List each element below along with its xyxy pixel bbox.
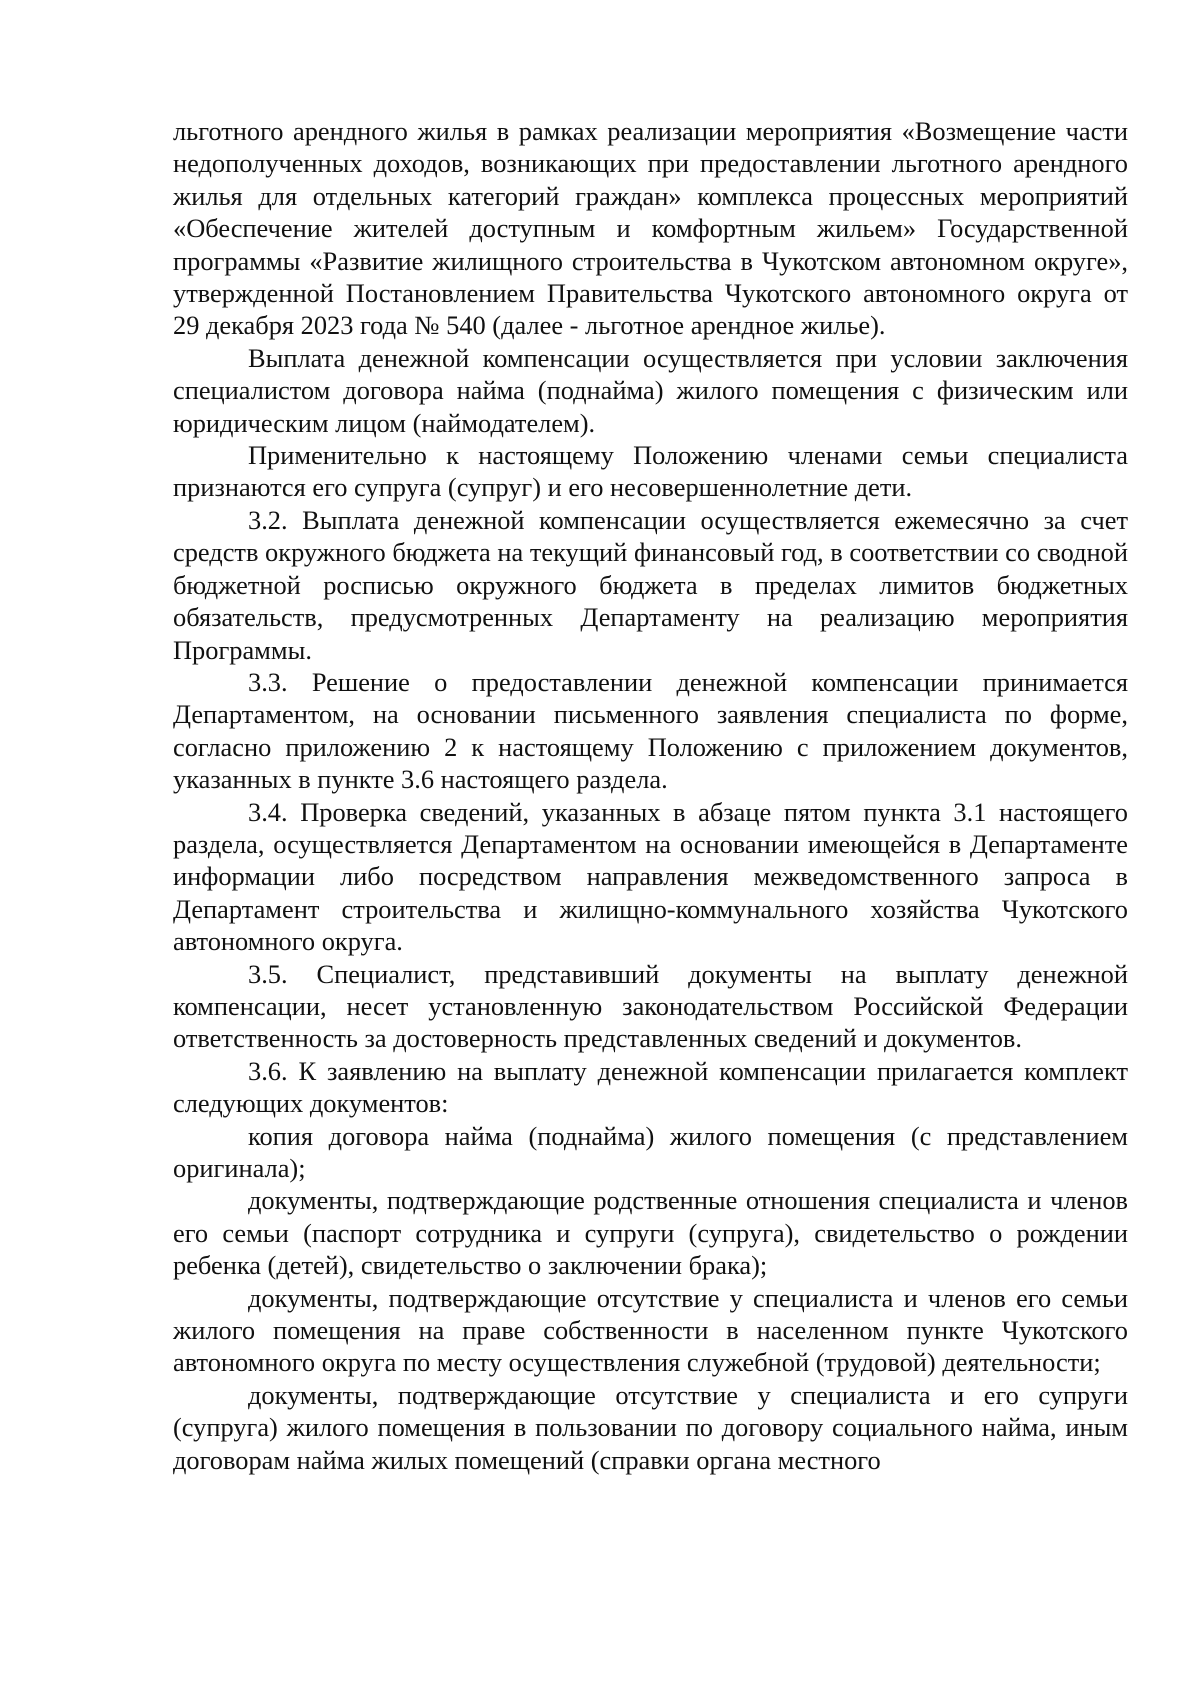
list-item-no-ownership-documents: документы, подтверждающие отсутствие у специалиста и членов его семьи жилого помещения на праве собственности в населенном пункте Чукотского автономного округа по месту осуществления служебной (трудовой) деятельности; <box>173 1282 1128 1378</box>
document-body <box>173 115 1128 1476</box>
paragraph-family-members: Применительно к настоящему Положению членами семьи специалиста признаются его супруга (супруг) и его несовершеннолетние дети. <box>173 440 1128 503</box>
paragraph-intro-continuation: льготного арендного жилья в рамках реализации мероприятия «Возмещение части недополученных доходов, возникающих при предоставлении льготного арендного жилья для отдельных категорий граждан» комплекса процессных мероприятий «Обеспечение жителей доступным и комфортным жильем» Государственной программы «Развитие жилищного строительства в Чукотском автономном округе», утвержденной Постановлением Правительства Чукотского автономного округа от 29 декабря 2023 года № 540 (далее - льготное арендное жилье). <box>173 116 1128 341</box>
paragraph-clause-3-6: 3.6. К заявлению на выплату денежной компенсации прилагается комплект следующих документов: <box>173 1055 1128 1119</box>
list-item-kinship-documents: документы, подтверждающие родственные отношения специалиста и членов его семьи (паспорт сотрудника и супруги (супруга), свидетельство о рождении ребенка (детей), свидетельство о заключении брака); <box>173 1185 1128 1281</box>
paragraph-payment-condition: Выплата денежной компенсации осуществляется при условии заключения специалистом договора найма (поднайма) жилого помещения с физическим или юридическим лицом (наймодателем). <box>173 342 1128 438</box>
paragraph-clause-3-3: 3.3. Решение о предоставлении денежной компенсации принимается Департаментом, на основании письменного заявления специалиста по форме, согласно приложению 2 к настоящему Положению с приложением документов, указанных в пункте 3.6 настоящего раздела. <box>173 666 1128 795</box>
paragraph-clause-3-5: 3.5. Специалист, представивший документы на выплату денежной компенсации, несет установленную законодательством Российской Федерации ответственность за достоверность представленных сведений и документов. <box>173 958 1128 1054</box>
paragraph-clause-3-2: 3.2. Выплата денежной компенсации осуществляется ежемесячно за счет средств окружного бюджета на текущий финансовый год, в соответствии со сводной бюджетной росписью окружного бюджета в пределах лимитов бюджетных обязательств, предусмотренных Департаменту на реализацию мероприятия Программы. <box>173 504 1128 665</box>
list-item-lease-copy: копия договора найма (поднайма) жилого помещения (с представлением оригинала); <box>173 1120 1128 1183</box>
list-item-no-social-lease-documents: документы, подтверждающие отсутствие у специалиста и его супруги (супруга) жилого помещения в пользовании по договору социального найма, иным договорам найма жилых помещений (справки органа местного <box>173 1379 1128 1475</box>
paragraph-clause-3-4: 3.4. Проверка сведений, указанных в абзаце пятом пункта 3.1 настоящего раздела, осуществляется Департаментом на основании имеющейся в Департаменте информации либо посредством направления межведомственного запроса в Департамент строительства и жилищно-коммунального хозяйства Чукотского автономного округа. <box>173 796 1128 957</box>
